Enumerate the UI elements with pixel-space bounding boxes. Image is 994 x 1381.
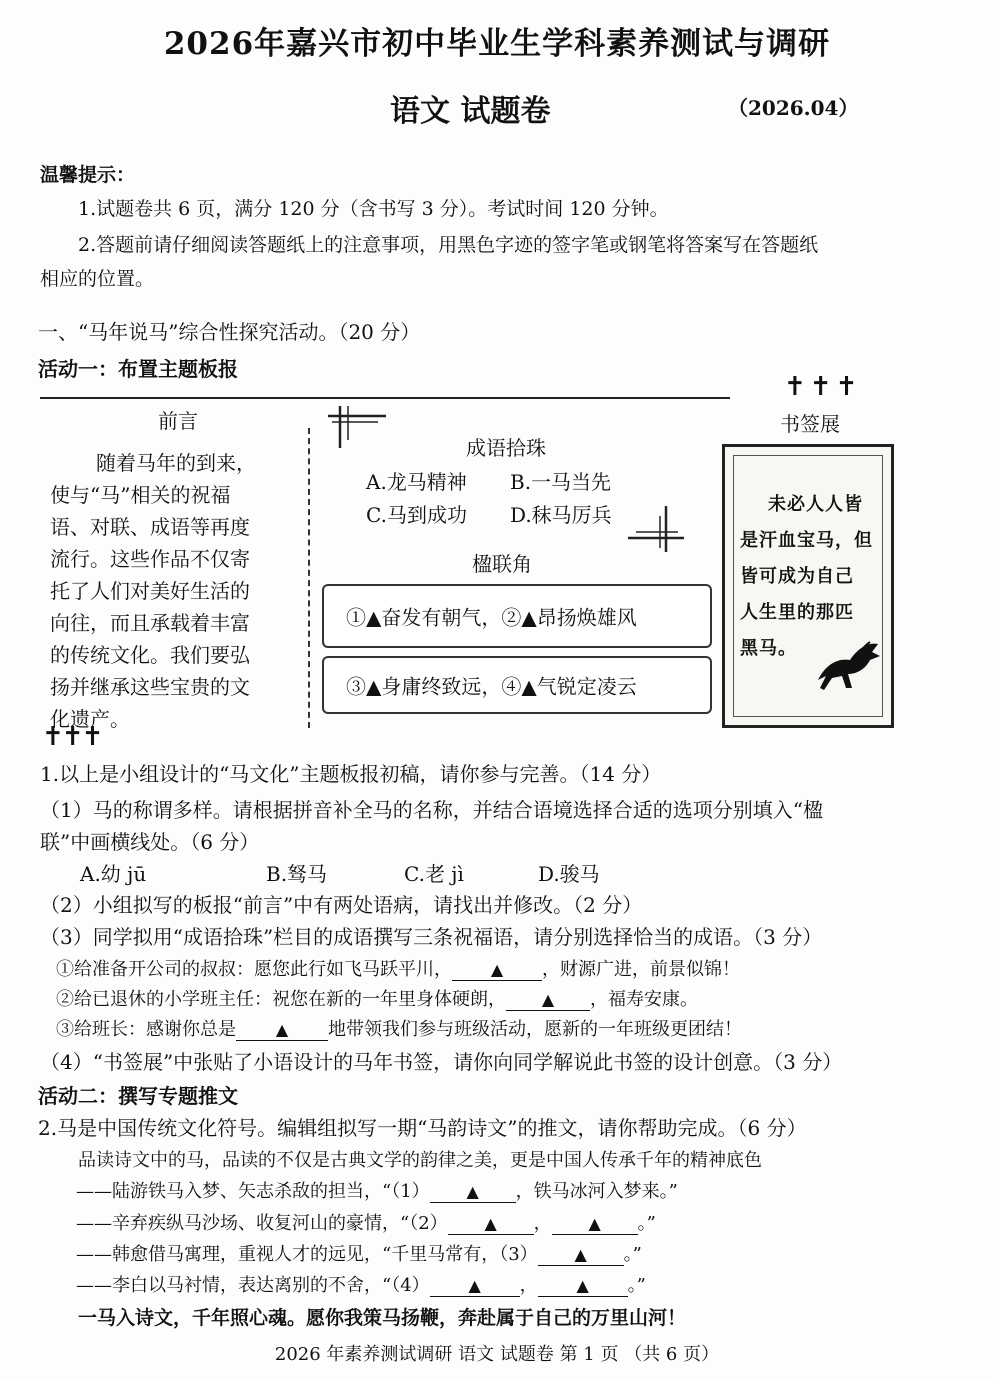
preface-line: 向往，而且承载着丰富	[50, 611, 250, 635]
blank-prefix: ——韩愈借马寓理，重视人才的远见，“千里马常有，（3）	[76, 1244, 538, 1265]
answer-blank[interactable]: ▲	[448, 1214, 534, 1235]
q1-part1-line2: 联”中画横线处。（6 分）	[40, 830, 260, 854]
q1-part1-line1: （1）马的称谓多样。请根据拼音补全马的名称，并结合语境选择合适的选项分别填入“楹	[40, 798, 823, 822]
q2-line-3	[76, 1240, 642, 1266]
activity-2-heading: 活动二：撰写专题推文	[38, 1084, 238, 1108]
blank-suffix: ，财源广进，前景似锦！	[542, 959, 740, 980]
bookmark-line: 黑马。	[740, 638, 797, 659]
answer-blank[interactable]: ▲	[452, 960, 542, 981]
bookmark-line: 人生里的那匹	[740, 602, 854, 623]
blank-suffix: ，铁马冰河入梦来。”	[515, 1181, 678, 1202]
idiom-option: D.秣马厉兵	[510, 503, 612, 527]
preface-title: 前言	[158, 409, 198, 433]
answer-blank[interactable]: ▲	[430, 1276, 520, 1297]
q1-option-b: B.驽马	[266, 862, 328, 886]
horse-silhouette-icon	[808, 634, 884, 694]
blank-suffix: 。”	[637, 1213, 656, 1234]
preface-line: 语、对联、成语等再度	[50, 515, 250, 539]
q2-line-1	[76, 1177, 678, 1203]
q1-part3-item-a	[56, 955, 740, 981]
idiom-option: A.龙马精神	[366, 470, 467, 494]
idiom-option: B.一马当先	[510, 470, 612, 494]
preface-line: 流行。这些作品不仅寄	[50, 547, 250, 571]
blank-prefix: ②给已退休的小学班主任：祝您在新的一年里身体硬朗，	[56, 989, 506, 1010]
couplet-section-title: 楹联角	[472, 552, 532, 576]
q1-part4: （4）“书签展”中张贴了小语设计的马年书签，请你向同学解说此书签的设计创意。（3 分）	[40, 1050, 843, 1074]
section-1-heading: 一、“马年说马”综合性探究活动。（20 分）	[38, 320, 421, 344]
couplet-scroll-1	[322, 584, 712, 648]
cross-decoration-icon: ✝✝✝	[784, 372, 862, 402]
answer-blank[interactable]: ▲	[506, 990, 590, 1011]
corner-cross-icon	[626, 504, 686, 554]
exam-title: 2026年嘉兴市初中毕业生学科素养测试与调研	[163, 26, 831, 62]
couplet-line-2: ③▲身庸终致远，④▲气锐定凌云	[346, 674, 637, 699]
q1-part3-item-b	[56, 985, 698, 1011]
preface-line: 扬并继承这些宝贵的文	[50, 675, 250, 699]
preface-line: 随着马年的到来，	[96, 451, 256, 475]
answer-blank[interactable]: ▲	[538, 1276, 628, 1297]
bookmark-line: 未必人人皆	[768, 494, 863, 515]
blank-prefix: ——辛弃疾纵马沙场、收复河山的豪情，“（2）	[76, 1213, 448, 1234]
blank-prefix: ①给准备开公司的叔叔：愿您此行如飞马跃平川，	[56, 959, 452, 980]
question-2-stem: 2.马是中国传统文化符号。编辑组拟写一期“马韵诗文”的推文，请你帮助完成。（6 分）	[38, 1116, 807, 1140]
q1-part2: （2）小组拟写的板报“前言”中有两处语病，请找出并修改。（2 分）	[40, 893, 643, 917]
notice-heading: 温馨提示：	[40, 164, 136, 186]
bookmark-line: 是汗血宝马，但	[740, 530, 873, 551]
preface-line: 托了人们对美好生活的	[50, 579, 250, 603]
couplet-line-1: ①▲奋发有朝气，②▲昂扬焕雄风	[346, 605, 637, 630]
idiom-section-title: 成语拾珠	[466, 436, 546, 460]
activity-1-heading: 活动一：布置主题板报	[38, 357, 238, 381]
column-divider	[308, 428, 310, 728]
q1-part3-item-c	[56, 1015, 742, 1041]
preface-line: 使与“马”相关的祝福	[50, 483, 231, 507]
q2-line-2	[76, 1209, 656, 1235]
q2-line-4	[76, 1271, 646, 1297]
notice-item-2-line2: 相应的位置。	[40, 268, 155, 290]
blank-separator: ，	[533, 1213, 552, 1234]
answer-blank[interactable]: ▲	[430, 1182, 516, 1203]
board-top-rule	[40, 397, 730, 399]
notice-item-2-line1: 2.答题前请仔细阅读答题纸上的注意事项，用黑色字迹的签字笔或钢笔将答案写在答题纸	[78, 234, 819, 256]
blank-prefix: ③给班长：感谢你总是	[56, 1019, 236, 1040]
cross-decoration-icon: ✝✝✝	[42, 722, 102, 752]
idiom-option: C.马到成功	[366, 503, 467, 527]
exam-date: （2026.04）	[728, 96, 859, 120]
answer-blank[interactable]: ▲	[552, 1214, 638, 1235]
preface-line: 化遗产。	[50, 707, 130, 731]
answer-blank[interactable]: ▲	[538, 1245, 624, 1266]
q1-option-c: C.老 jì	[404, 862, 464, 886]
bookmark-line: 皆可成为自己	[740, 566, 854, 587]
notice-item-1: 1.试题卷共 6 页，满分 120 分（含书写 3 分）。考试时间 120 分钟。	[78, 198, 669, 220]
q2-closing: 一马入诗文，千年照心魂。愿你我策马扬鞭，奔赴属于自己的万里山河！	[78, 1307, 687, 1329]
q1-option-a: A.幼 jū	[80, 862, 147, 886]
q1-option-d: D.骏马	[538, 862, 600, 886]
answer-blank[interactable]: ▲	[236, 1020, 328, 1041]
blank-suffix: ，福寿安康。	[590, 989, 698, 1010]
page-footer: 2026 年素养测试调研 语文 试题卷 第 1 页 （共 6 页）	[274, 1344, 720, 1365]
blank-suffix: 。”	[623, 1244, 642, 1265]
blank-prefix: ——李白以马衬情，表达离别的不舍，“（4）	[76, 1275, 430, 1296]
blank-prefix: ——陆游铁马入梦、矢志杀敌的担当，“（1）	[76, 1181, 430, 1202]
blank-separator: ，	[519, 1275, 538, 1296]
bookmark-section-title: 书签展	[780, 412, 840, 436]
q2-intro: 品读诗文中的马，品读的不仅是古典文学的韵律之美，更是中国人传承千年的精神底色	[78, 1150, 762, 1171]
preface-line: 的传统文化。我们要弘	[50, 643, 250, 667]
couplet-scroll-2	[322, 656, 712, 714]
blank-suffix: 。”	[627, 1275, 646, 1296]
q1-part3: （3）同学拟用“成语拾珠”栏目的成语撰写三条祝福语，请分别选择恰当的成语。（3 分）	[40, 925, 823, 949]
blank-suffix: 地带领我们参与班级活动，愿新的一年班级更团结！	[328, 1019, 742, 1040]
corner-cross-icon	[326, 402, 388, 450]
paper-subtitle: 语文 试题卷	[390, 94, 551, 129]
question-1-stem: 1.以上是小组设计的“马文化”主题板报初稿，请你参与完善。（14 分）	[40, 762, 662, 786]
